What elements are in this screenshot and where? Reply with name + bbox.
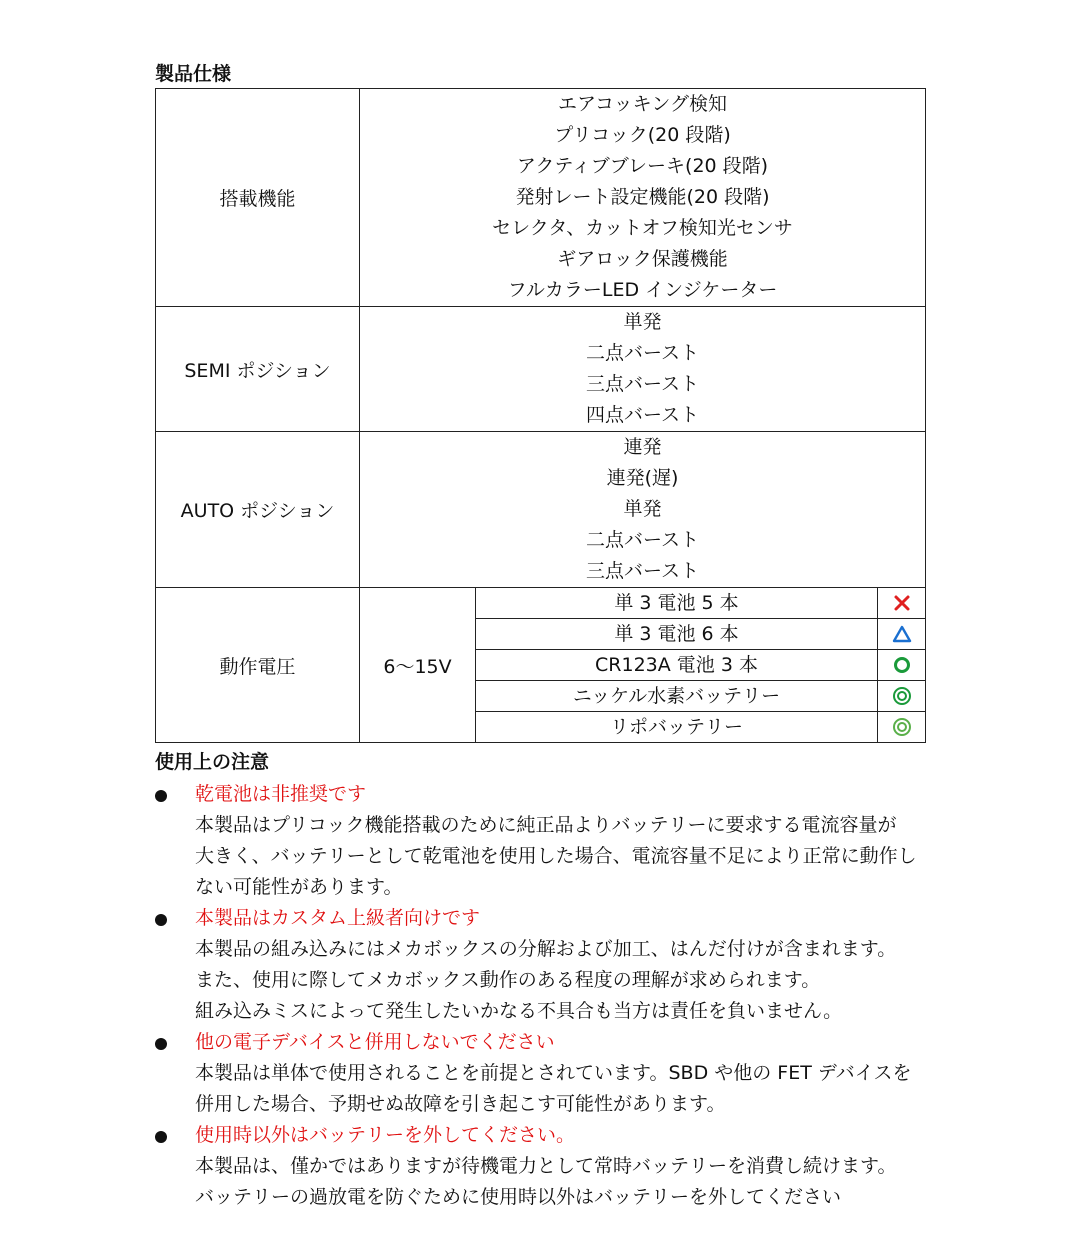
semi-label: SEMI ポジション (156, 307, 360, 432)
feature-item: プリコック(20 段階) (554, 124, 731, 146)
note-text: 組み込みミスによって発生したいかなる不具合も当方は責任を負いません。 (195, 1000, 843, 1022)
feature-item: ギアロック保護機能 (557, 248, 728, 270)
semi-item: 単発 (623, 311, 662, 333)
note-item (155, 779, 935, 903)
note-text: 本製品はプリコック機能搭載のために純正品よりバッテリーに要求する電流容量が (195, 814, 897, 836)
note-text: 併用した場合、予期せぬ故障を引き起こす可能性があります。 (195, 1093, 726, 1115)
note-heading: 乾電池は非推奨です (195, 783, 367, 805)
auto-item: 連発 (623, 436, 662, 458)
semi-item: 二点バースト (585, 342, 700, 364)
note-item (155, 1120, 935, 1213)
spec-table (155, 88, 926, 743)
note-heading: 使用時以外はバッテリーを外してください。 (195, 1124, 576, 1146)
semi-item: 三点バースト (585, 373, 700, 395)
battery-name: リポバッテリー (476, 712, 878, 743)
note-text: 大きく、バッテリーとして乾電池を使用した場合、電流容量不足により正常に動作し (195, 845, 917, 867)
note-text: 本製品は、僅かではありますが待機電力として常時バッテリーを消費し続けます。 (195, 1155, 897, 1177)
battery-rating (878, 650, 926, 681)
circle-icon (893, 656, 911, 674)
feature-item: アクティブブレーキ(20 段階) (516, 155, 769, 177)
note-heading: 他の電子デバイスと併用しないでください (195, 1031, 555, 1053)
battery-name: ニッケル水素バッテリー (476, 681, 878, 712)
feature-item: エアコッキング検知 (557, 93, 728, 115)
note-item (155, 903, 935, 1027)
semi-values (360, 307, 926, 432)
battery-rating (878, 588, 926, 619)
cross-icon (893, 594, 911, 612)
features-label: 搭載機能 (156, 89, 360, 307)
note-item (155, 1027, 935, 1120)
auto-row (156, 432, 926, 588)
battery-row (156, 588, 926, 619)
note-text: また、使用に際してメカボックス動作のある程度の理解が求められます。 (195, 969, 821, 991)
notes-list (155, 779, 935, 1213)
auto-item: 三点バースト (585, 560, 700, 582)
double-circle-icon (892, 686, 912, 706)
voltage-label: 動作電圧 (156, 588, 360, 743)
note-text: ない可能性があります。 (195, 876, 403, 898)
section-title-specs: 製品仕様 (155, 63, 232, 85)
semi-row (156, 307, 926, 432)
battery-rating (878, 712, 926, 743)
double-circle-icon (892, 717, 912, 737)
bullet-icon (155, 1131, 167, 1143)
triangle-icon (892, 625, 912, 643)
semi-item: 四点バースト (585, 404, 700, 426)
auto-values (360, 432, 926, 588)
battery-name: 単 3 電池 6 本 (476, 619, 878, 650)
feature-item: セレクタ、カットオフ検知光センサ (492, 217, 793, 239)
auto-item: 単発 (623, 498, 662, 520)
battery-name: CR123A 電池 3 本 (476, 650, 878, 681)
features-values (360, 89, 926, 307)
bullet-icon (155, 914, 167, 926)
battery-rating (878, 619, 926, 650)
auto-item: 二点バースト (585, 529, 700, 551)
feature-item: フルカラーLED インジケーター (507, 279, 778, 301)
features-row (156, 89, 926, 307)
bullet-icon (155, 790, 167, 802)
note-text: 本製品の組み込みにはメカボックスの分解および加工、はんだ付けが含まれます。 (195, 938, 897, 960)
note-heading: 本製品はカスタム上級者向けです (195, 907, 481, 929)
battery-rating (878, 681, 926, 712)
bullet-icon (155, 1038, 167, 1050)
auto-label: AUTO ポジション (156, 432, 360, 588)
note-text: 本製品は単体で使用されることを前提とされています。SBD や他の FET デバイスを (195, 1062, 912, 1084)
voltage-range: 6～15V (360, 588, 476, 743)
battery-name: 単 3 電池 5 本 (476, 588, 878, 619)
auto-item: 連発(遅) (606, 467, 679, 489)
section-title-notes: 使用上の注意 (155, 751, 270, 773)
feature-item: 発射レート設定機能(20 段階) (515, 186, 770, 208)
note-text: バッテリーの過放電を防ぐために使用時以外はバッテリーを外してください (195, 1186, 842, 1208)
